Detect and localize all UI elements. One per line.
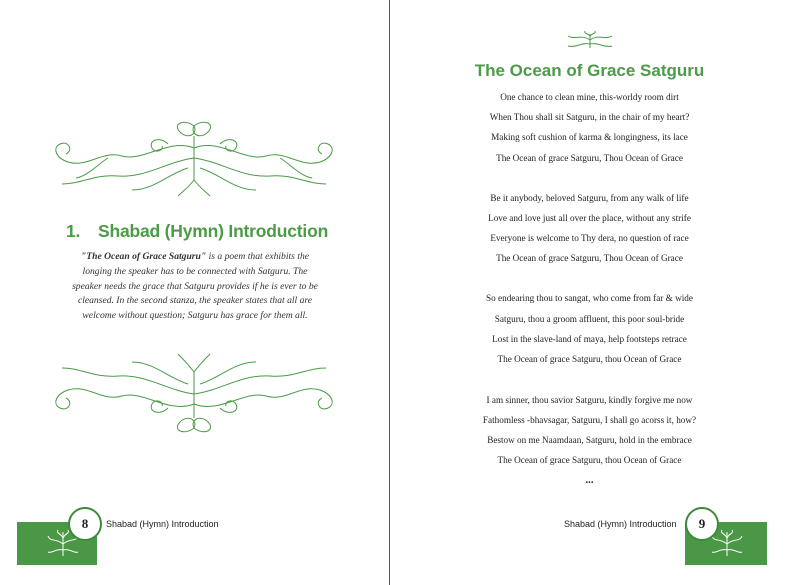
- intro-body: is a poem that exhibits the longing the speaker has to be connected with Satguru. The speaker needs the grace that Satguru provides if he is ever to be cleansed. In the second stanza, the speaker states that all are welcome without question; Satguru has grace for them all.: [72, 251, 318, 322]
- poem-title: The Ocean of Grace Satguru: [474, 61, 705, 80]
- left-page: [0, 0, 392, 585]
- section-heading: [66, 221, 328, 242]
- poem-line: Lost in the slave-land of maya, help footsteps retrace: [492, 334, 687, 344]
- poem-line: The Ocean of grace Satguru, thou Ocean of Grace: [497, 354, 682, 364]
- poem-line: Everyone is welcome to Thy dera, no question of race: [490, 233, 689, 243]
- poem-line: So endearing thou to sangat, who come from far & wide: [486, 293, 693, 303]
- running-footer: Shabad (Hymn) Introduction: [564, 519, 677, 529]
- poem-line: Fathomless -bhavsagar, Satguru, I shall go acorss it, how?: [482, 415, 697, 425]
- title-ornament-icon: [566, 30, 614, 50]
- right-page: [392, 0, 787, 585]
- poem-line: Be it anybody, beloved Satguru, from any walk of life: [490, 193, 689, 203]
- heading-text: Shabad (Hymn) Introduction: [98, 221, 329, 241]
- intro-bold-title: "The Ocean of Grace Satguru": [80, 251, 207, 262]
- page-number-badge: 9: [685, 507, 719, 541]
- poem-line: The Ocean of grace Satguru, Thou Ocean of Grace: [496, 153, 683, 163]
- top-flourish-ornament: [48, 118, 340, 198]
- poem-line: Making soft cushion of karma & longingness, its lace: [491, 132, 688, 142]
- poem-line: One chance to clean mine, this-worldy room dirt: [500, 92, 679, 102]
- poem-line: I am sinner, thou savior Satguru, kindly forgive me now: [486, 395, 693, 405]
- poem-line: Love and love just all over the place, without any strife: [488, 213, 691, 223]
- poem-line: The Ocean of grace Satguru, thou Ocean of Grace: [497, 455, 682, 465]
- page-number-badge: 8: [68, 507, 102, 541]
- intro-paragraph: [68, 250, 322, 324]
- poem-line: When Thou shall sit Satguru, in the chair of my heart?: [489, 112, 690, 122]
- poem-line: The Ocean of grace Satguru, Thou Ocean of Grace: [496, 253, 683, 263]
- running-footer: Shabad (Hymn) Introduction: [106, 519, 219, 529]
- heading-number: 1.: [66, 221, 81, 241]
- poem-line: Bestow on me Naamdaan, Satguru, hold in the embrace: [487, 435, 692, 445]
- poem-line: Satguru, thou a groom affluent, this poor soul-bride: [494, 314, 685, 324]
- bottom-flourish-ornament: [48, 350, 340, 434]
- continuation-ellipsis: ...: [585, 474, 594, 486]
- page-gutter-line: [389, 0, 390, 585]
